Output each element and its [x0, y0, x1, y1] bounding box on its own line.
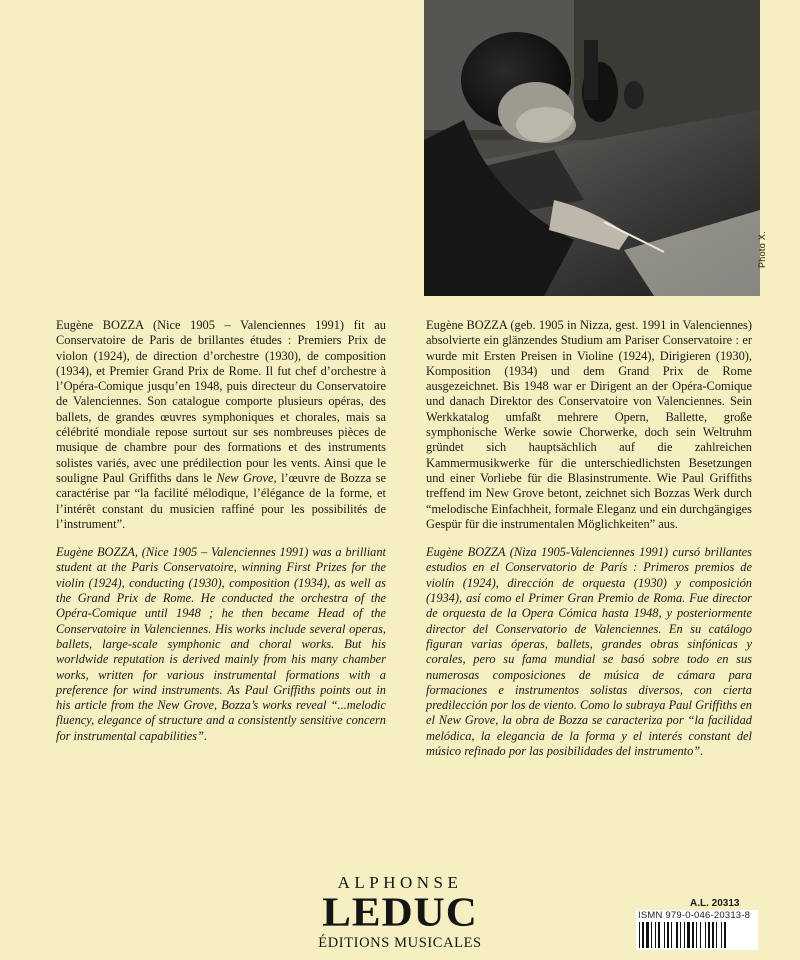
german-biography: Eugène BOZZA (geb. 1905 in Nizza, gest. 1991 in Valenciennes) absolvierte ein glänzendes Studium am Pariser Conservatoire : er wurde mit Ersten Preisen in Violine (1924), Dirigieren (1930), Komposition (1934) und dem Grand Prix de Rome ausgezeichnet. Bis 1948 war er Dirigent an der Opéra-Comique und danach Direktor des Conservatoire von Valenciennes. Sein Werkkatalog umfaßt mehrere Opern, Ballette, große symphonische Werke sowie Chorwerke, doch sein Weltruhm gründet sich hauptsächlich auf die zahlreichen Kammermusikwerke für die unterschiedlichsten Besetzungen und einer Vorliebe für die Blasinstrumente. Wie Paul Griffiths treffend im New Grove betont, zeichnet sich Bozzas Werk durch “melodische Einfachheit, formale Eleganz und ein durchgängiges Gespür für die instrumentalen Möglichkeiten” aus.: [426, 318, 752, 531]
french-biography: [56, 318, 386, 532]
barcode-bar: [700, 922, 701, 948]
french-new-grove: New Grove: [216, 470, 274, 485]
barcode-bar: [658, 922, 660, 948]
left-column: [56, 318, 386, 757]
composer-photo-image: [424, 0, 760, 296]
barcode-bar: [642, 922, 644, 948]
logo-line-alphonse: ALPHONSE: [337, 873, 463, 892]
catalog-number: A.L. 20313: [690, 898, 740, 909]
barcode-block: [636, 910, 758, 950]
barcode-bar: [680, 922, 681, 948]
barcode-bar: [705, 922, 706, 948]
barcode-bar: [639, 922, 640, 948]
barcode-bar: [667, 922, 669, 948]
barcode-bar: [655, 922, 656, 948]
logo-line-leduc: LEDUC: [322, 890, 478, 935]
english-biography: Eugène BOZZA, (Nice 1905 – Valenciennes 1991) was a brilliant student at the Paris Conservatoire, winning First Prizes for the violin (1924), conducting (1930), composition (1934), as well as the Grand Prix de Rome. He conducted the orchestra of the Opéra-Comique until 1948 ; he then became Head of the Conservatoire in Valenciennes. His works include several operas, ballets, large-scale symphonic and choral works. But his worldwide reputation is derived mainly from his many chamber works, written for various instrumental formations with a preference for wind instruments. As Paul Griffiths points out in his article from the New Grove, Bozza’s works reveal “...melodic fluency, elegance of structure and a consistently sensitive concern for instrumental capabilities”.: [56, 545, 386, 743]
barcode-bar: [716, 922, 717, 948]
barcode-bar: [696, 922, 697, 948]
barcode-bar: [724, 922, 726, 948]
publisher-logo: [312, 873, 488, 952]
french-text-b: , l’œuvre de Bozza se caractérise par “la facilité mélodique, l’élégance de la forme, et l’intérêt constant du musicien raffiné pour les possibilités de l’instrument”.: [56, 470, 386, 531]
barcode-bar: [684, 922, 685, 948]
spanish-biography: Eugène BOZZA (Niza 1905-Valenciennes 1991) cursó brillantes estudios en el Conservatorio de París : Primeros premios de violín (1924), dirección de orquesta (1930) y composición (1934), así como el Primer Gran Premio de Roma. Fue director de orquesta de la Opera Cómica hasta 1948, y posteriormente director del Conservatorio de Valenciennes. En su catálogo figuran varias óperas, ballets, grandes obras sinfónicas y corales, pero su fama mundial se basó sobre todo en sus numerosas composiciones de música de cámara para formaciones e instrumentos solistas diversos, con cierta predilección por los de viento. Como lo subraya Paul Griffiths en el New Grove, la obra de Bozza se caracteriza por “la facilidad melódica, la elegancia de la forma y el interés constant del músico refinado por las posibilidades del instrumento”.: [426, 545, 752, 759]
barcode-bar: [651, 922, 652, 948]
barcode-bar: [712, 922, 714, 948]
barcode-bar: [721, 922, 722, 948]
ismn-number: ISMN 979-0-046-20313-8: [638, 910, 751, 921]
logo-line-editions: ÉDITIONS MUSICALES: [318, 935, 482, 951]
barcode-bar: [676, 922, 678, 948]
barcode-bar: [692, 922, 694, 948]
barcode-bar: [687, 922, 690, 948]
right-column: [426, 318, 752, 772]
barcode-bar: [646, 922, 649, 948]
composer-photo: [424, 0, 760, 296]
barcode-bar: [671, 922, 672, 948]
barcode-icon: [636, 922, 758, 948]
french-text-a: Eugène BOZZA (Nice 1905 – Valenciennes 1991) fit au Conservatoire de Paris de brillantes études : Premiers Prix de violon (1924), de direction d’orchestre (1930), de composition (1934), et Premier Grand Prix de Rome. Il fut chef d’orchestre à l’Opéra-Comique jusqu’en 1948, puis directeur du Conservatoire de Valenciennes. Son catalogue comporte plusieurs opéras, des ballets, de grandes œuvres symphoniques et chorales, mais sa célébrité mondiale repose surtout sur ses nombreuses pièces de musique de chambre pour des formations et des instruments solistes variés, avec une prédilection pour les vents. Ainsi que le souligne Paul Griffiths dans le: [56, 318, 386, 485]
photo-credit: Photo X.: [757, 231, 767, 268]
barcode-bar: [708, 922, 710, 948]
barcode-bar: [664, 922, 665, 948]
